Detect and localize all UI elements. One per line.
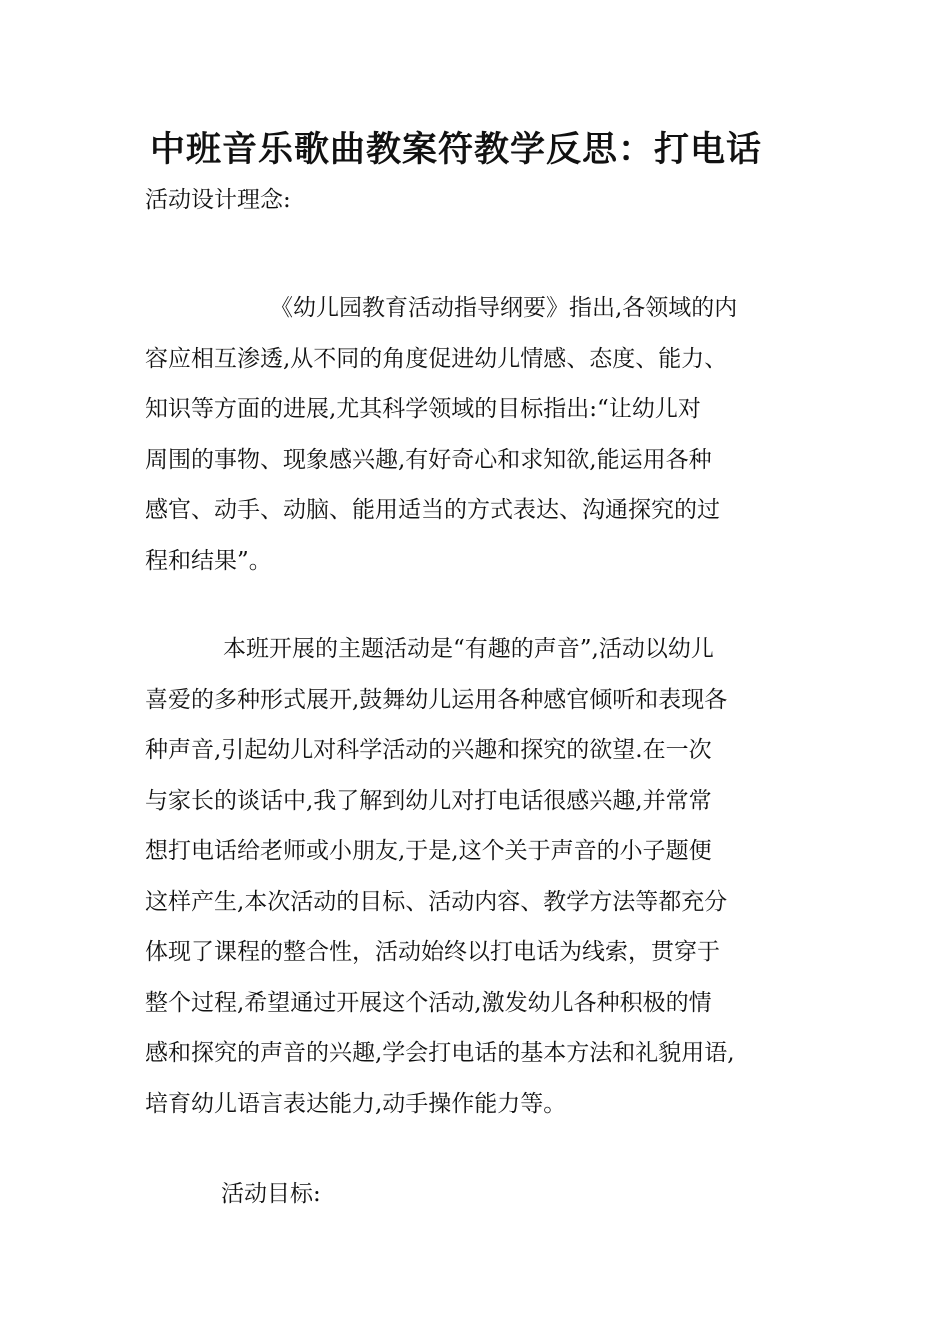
paragraph-line: 体现了课程的整合性，活动始终以打电话为线索，贯穿于 bbox=[145, 939, 720, 965]
paragraph-line: 知识等方面的进展,尤其科学领域的目标指出:“让幼儿对 bbox=[145, 396, 701, 422]
paragraph-line: 程和结果”。 bbox=[145, 547, 272, 574]
paragraph-guideline bbox=[145, 283, 813, 586]
paragraph-line: 感官、动手、动脑、能用适当的方式表达、沟通探究的过 bbox=[145, 497, 720, 523]
paragraph-line: 这样产生,本次活动的目标、活动内容、教学方法等都充分 bbox=[145, 888, 728, 915]
paragraph-line: 感和探究的声音的兴趣,学会打电话的基本方法和礼貌用语, bbox=[145, 1040, 735, 1066]
section-label-activity-goals: 活动目标: bbox=[221, 1181, 321, 1207]
document-title: 中班音乐歌曲教案符教学反思：打电话 bbox=[150, 130, 763, 170]
paragraph-line: 整个过程,希望通过开展这个活动,激发幼儿各种积极的情 bbox=[145, 989, 712, 1016]
paragraph-line: 《幼儿园教育活动指导纲要》指出,各领域的内 bbox=[270, 295, 738, 321]
paragraph-line: 本班开展的主题活动是“有趣的声音”,活动以幼儿 bbox=[223, 636, 714, 662]
paragraph-line: 喜爱的多种形式展开,鼓舞幼儿运用各种感官倾听和表现各 bbox=[145, 686, 728, 713]
section-label-design-concept: 活动设计理念: bbox=[145, 187, 291, 213]
paragraph-line: 容应相互渗透,从不同的角度促进幼儿情感、态度、能力、 bbox=[145, 345, 728, 372]
paragraph-line: 周围的事物、现象感兴趣,有好奇心和求知欲,能运用各种 bbox=[145, 446, 712, 473]
paragraph-line: 培育幼儿语言表达能力,动手操作能力等。 bbox=[145, 1090, 567, 1117]
paragraph-line: 种声音,引起幼儿对科学活动的兴趣和探究的欲望.在一次 bbox=[145, 737, 712, 763]
paragraph-theme-activity bbox=[145, 624, 813, 1129]
paragraph-line: 与家长的谈话中,我了解到幼儿对打电话很感兴趣,并常常 bbox=[145, 787, 712, 814]
paragraph-line: 想打电话给老师或小朋友,于是,这个关于声音的小子题便 bbox=[145, 838, 712, 864]
